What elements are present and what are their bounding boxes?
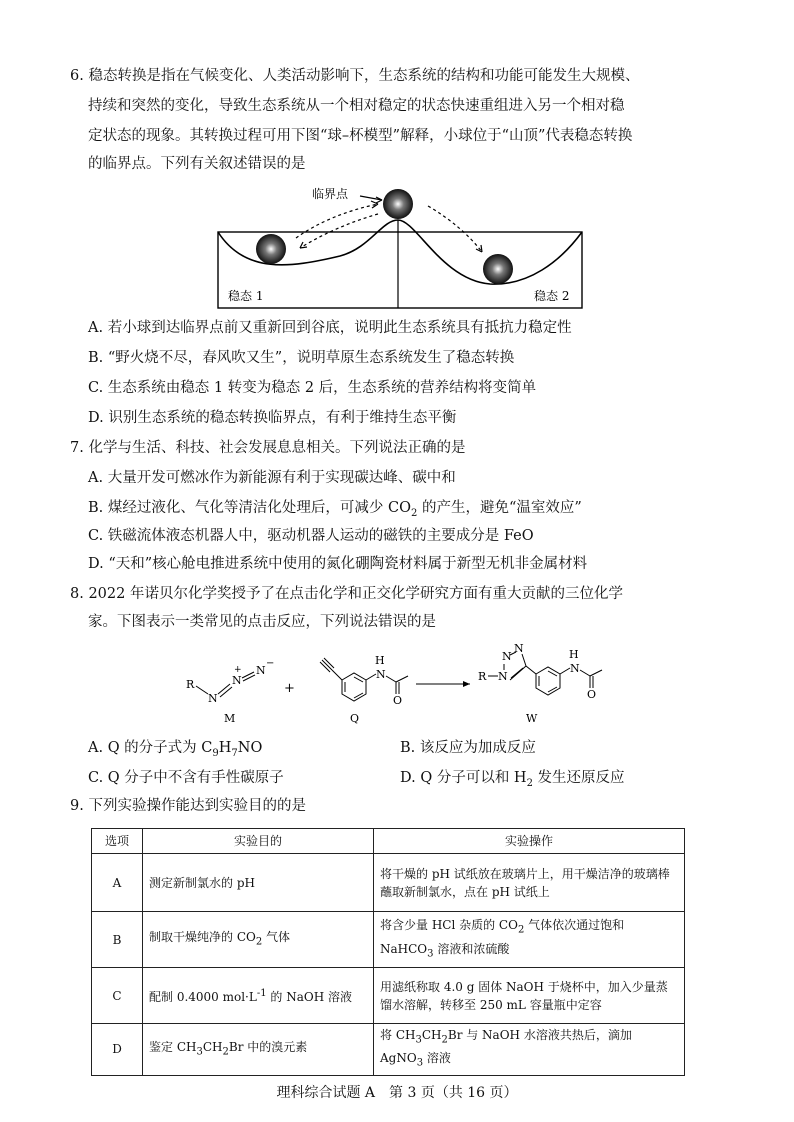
row-a-purpose: 测定新制氯水的 pH xyxy=(143,854,374,912)
row-c-option: C xyxy=(92,968,143,1024)
q-h-label: H xyxy=(375,654,385,667)
row-c-purpose: 配制 0.4000 $mol\cdot L^{-1}$ 的 NaOH 溶液 xyxy=(143,968,374,1024)
table-row xyxy=(92,1024,685,1076)
ball-cup-model-figure xyxy=(210,176,590,310)
table-row xyxy=(92,968,685,1024)
svg-text:−: − xyxy=(266,658,275,669)
q6-option-d: D. 识别生态系统的稳态转换临界点，有利于维持生态平衡 xyxy=(88,410,457,426)
q8-option-c: C. Q 分子中不含有手性碳原子 xyxy=(88,770,284,786)
q-o-label: O xyxy=(393,694,403,707)
w-n3-label: N xyxy=(514,642,524,655)
plus-sign: + xyxy=(284,681,295,696)
row-b-purpose: 制取干燥纯净的 $CO_2$ 气体 xyxy=(143,912,374,968)
label-m: M xyxy=(224,712,236,725)
q7-stem: 7. 化学与生活、科技、社会发展息息相关。下列说法正确的是 xyxy=(70,440,466,456)
q8-stem-line-1: 8. 2022 年诺贝尔化学奖授予了在点击化学和正交化学研究方面有重大贡献的三位化学 xyxy=(70,586,623,602)
w-n4-label: N xyxy=(570,662,580,675)
row-d-purpose: 鉴定 $CH_3CH_2Br$ 中的溴元素 xyxy=(143,1024,374,1076)
q7-option-c: C. 铁磁流体液态机器人中，驱动机器人运动的磁铁的主要成分是 FeO xyxy=(88,528,534,544)
click-reaction-scheme xyxy=(180,640,620,730)
experiment-table xyxy=(91,828,685,1076)
row-d-option: D xyxy=(92,1024,143,1076)
header-purpose: 实验目的 xyxy=(143,829,374,854)
page-footer: 理科综合试题 A 第 3 页（共 16 页） xyxy=(276,1085,518,1101)
w-h-label: H xyxy=(569,648,579,661)
state-2-label: 稳态 2 xyxy=(534,289,570,303)
table-row xyxy=(92,912,685,968)
label-q: Q xyxy=(350,712,360,725)
q8-option-a: A. Q 的分子式为 $C_9H_7NO$ xyxy=(88,740,263,759)
m-n1-label: N xyxy=(208,692,218,705)
q8-option-d: D. Q 分子可以和 $H_2$ 发生还原反应 xyxy=(400,770,625,789)
w-n1-label: N xyxy=(498,670,508,683)
q6-stem-line-3: 定状态的现象。其转换过程可用下图“球–杯模型”解释，小球位于“山顶”代表稳态转换 xyxy=(88,128,633,144)
w-r-label: R xyxy=(478,670,487,683)
q6-option-a: A. 若小球到达临界点前又重新回到谷底，说明此生态系统具有抵抗力稳定性 xyxy=(88,320,572,336)
label-w: W xyxy=(526,712,538,725)
q7-option-a: A. 大量开发可燃冰作为新能源有利于实现碳达峰、碳中和 xyxy=(88,470,456,486)
q7-option-b: B. 煤经过液化、气化等清洁化处理后，可减少 $CO_2$ 的产生，避免“温室效应” xyxy=(88,500,582,519)
q6-stem-line-1: 6. 稳态转换是指在气候变化、人类活动影响下，生态系统的结构和功能可能发生大规模、 xyxy=(70,68,640,84)
ball-state-2 xyxy=(483,254,513,284)
q6-option-c: C. 生态系统由稳态 1 转变为稳态 2 后，生态系统的营养结构将变简单 xyxy=(88,380,537,396)
q6-option-b: B. “野火烧不尽，春风吹又生”，说明草原生态系统发生了稳态转换 xyxy=(88,350,515,366)
row-b-operation: 将含少量 HCl 杂质的 $CO_2$ 气体依次通过饱和 NaHCO$_3$ 溶液和浓硫酸 xyxy=(374,912,685,968)
row-c-operation: 用滤纸称取 4.0 g 固体 NaOH 于烧杯中，加入少量蒸馏水溶解，转移至 250 mL 容量瓶中定容 xyxy=(374,968,685,1024)
q8-stem-line-2: 家。下图表示一类常见的点击反应，下列说法错误的是 xyxy=(88,614,436,630)
q9-stem: 9. 下列实验操作能达到实验目的的是 xyxy=(70,798,306,814)
row-d-operation: 将 $CH_3CH_2Br$ 与 NaOH 水溶液共热后，滴加 AgNO$_3$ 溶液 xyxy=(374,1024,685,1076)
q-n-label: N xyxy=(376,668,386,681)
q7-option-d: D. “天和”核心舱电推进系统中使用的氮化硼陶瓷材料属于新型无机非金属材料 xyxy=(88,556,588,572)
arrow-to-state-2 xyxy=(428,206,482,252)
svg-text:+: + xyxy=(234,665,242,675)
q8-option-b: B. 该反应为加成反应 xyxy=(400,740,536,756)
header-option: 选项 xyxy=(92,829,143,854)
ball-state-1 xyxy=(256,234,286,264)
q6-stem-line-2: 持续和突然的变化，导致生态系统从一个相对稳定的状态快速重组进入另一个相对稳 xyxy=(88,98,625,114)
header-operation: 实验操作 xyxy=(374,829,685,854)
q6-stem-line-4: 的临界点。下列有关叙述错误的是 xyxy=(88,156,306,172)
w-o-label: O xyxy=(587,688,597,701)
row-a-option: A xyxy=(92,854,143,912)
table-row xyxy=(92,854,685,912)
arrow-to-critical xyxy=(296,204,378,238)
w-n2-label: N xyxy=(502,650,512,663)
state-1-label: 稳态 1 xyxy=(228,289,264,303)
critical-point-label: 临界点 xyxy=(312,187,349,201)
m-n2-label: N xyxy=(232,674,242,687)
ball-critical-point xyxy=(383,189,413,219)
table-header-row xyxy=(92,829,685,854)
m-r-label: R xyxy=(186,678,195,691)
row-b-option: B xyxy=(92,912,143,968)
m-n3-label: N xyxy=(256,664,266,677)
row-a-operation: 将干燥的 pH 试纸放在玻璃片上，用干燥洁净的玻璃棒蘸取新制氯水，点在 pH 试纸上 xyxy=(374,854,685,912)
